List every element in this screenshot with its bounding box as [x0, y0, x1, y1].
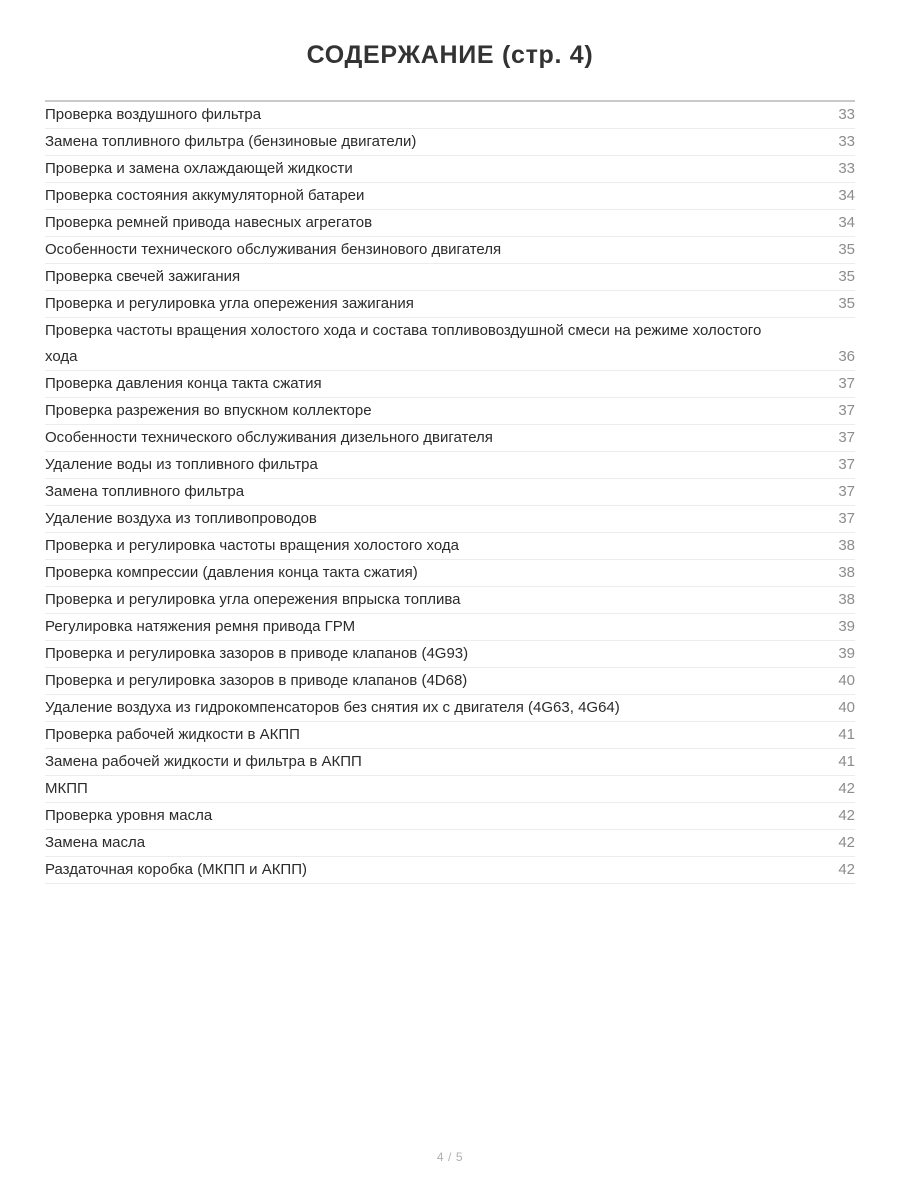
- toc-entry-title[interactable]: Проверка давления конца такта сжатия: [45, 375, 322, 392]
- toc-entry-page-number: 34: [838, 187, 855, 204]
- toc-row[interactable]: [45, 695, 855, 722]
- toc-entry-page-number: 38: [838, 591, 855, 608]
- toc-entry-page-number: 40: [838, 672, 855, 689]
- toc-row[interactable]: [45, 210, 855, 237]
- toc-body: [45, 102, 855, 884]
- toc-row[interactable]: [45, 156, 855, 183]
- toc-entry-title[interactable]: Проверка и замена охлаждающей жидкости: [45, 160, 353, 177]
- toc-row[interactable]: [45, 425, 855, 452]
- toc-row[interactable]: [45, 722, 855, 749]
- page-footer: 4 / 5: [436, 1150, 464, 1164]
- toc-entry-page-number: 34: [838, 214, 855, 231]
- toc-entry-title[interactable]: Проверка и регулировка зазоров в приводе клапанов (4D68): [45, 672, 468, 689]
- toc-entry-title[interactable]: Удаление воды из топливного фильтра: [45, 456, 318, 473]
- toc-entry-title[interactable]: Проверка состояния аккумуляторной батареи: [45, 187, 365, 204]
- toc-row[interactable]: [45, 183, 855, 210]
- toc-entry-page-number: 38: [838, 537, 855, 554]
- toc-entry-page-number: 33: [838, 106, 855, 123]
- toc-entry-title[interactable]: Проверка разрежения во впускном коллекторе: [45, 402, 372, 419]
- toc-entry-page-number: 33: [838, 133, 855, 150]
- toc-row[interactable]: [45, 641, 855, 668]
- toc-row[interactable]: [45, 264, 855, 291]
- toc-entry-title[interactable]: Проверка компрессии (давления конца такта сжатия): [45, 564, 418, 581]
- table-of-contents: [45, 102, 855, 884]
- toc-entry-title[interactable]: Проверка частоты вращения холостого хода и состава топливовоздушной смеси на режиме холостого хода: [45, 322, 762, 365]
- toc-entry-page-number: 37: [838, 429, 855, 446]
- toc-row[interactable]: [45, 749, 855, 776]
- toc-entry-title[interactable]: МКПП: [45, 780, 88, 797]
- toc-entry-title[interactable]: Проверка и регулировка частоты вращения холостого хода: [45, 537, 459, 554]
- toc-entry-page-number: 40: [838, 699, 855, 716]
- toc-row[interactable]: [45, 776, 855, 803]
- toc-entry-title[interactable]: Замена топливного фильтра (бензиновые двигатели): [45, 133, 417, 150]
- toc-row[interactable]: [45, 452, 855, 479]
- toc-entry-page-number: 33: [838, 160, 855, 177]
- toc-entry-page-number: 39: [838, 645, 855, 662]
- toc-entry-title[interactable]: Особенности технического обслуживания дизельного двигателя: [45, 429, 493, 446]
- toc-entry-title[interactable]: Проверка и регулировка угла опережения зажигания: [45, 295, 414, 312]
- toc-entry-page-number: 42: [838, 861, 855, 878]
- toc-row[interactable]: [45, 533, 855, 560]
- toc-entry-page-number: 42: [838, 780, 855, 797]
- toc-entry-title[interactable]: Проверка уровня масла: [45, 807, 213, 824]
- toc-entry-page-number: 37: [838, 402, 855, 419]
- toc-entry-page-number: 41: [838, 753, 855, 770]
- toc-row[interactable]: [45, 560, 855, 587]
- toc-entry-title[interactable]: Замена масла: [45, 834, 146, 851]
- toc-entry-title[interactable]: Удаление воздуха из гидрокомпенсаторов без снятия их с двигателя (4G63, 4G64): [45, 699, 620, 716]
- toc-entry-page-number: 41: [838, 726, 855, 743]
- toc-row[interactable]: [45, 371, 855, 398]
- toc-row[interactable]: [45, 803, 855, 830]
- toc-row[interactable]: [45, 506, 855, 533]
- toc-entry-title[interactable]: Замена рабочей жидкости и фильтра в АКПП: [45, 753, 362, 770]
- toc-entry-title[interactable]: Проверка и регулировка угла опережения впрыска топлива: [45, 591, 461, 608]
- toc-row[interactable]: [45, 237, 855, 264]
- toc-entry-title[interactable]: Особенности технического обслуживания бензинового двигателя: [45, 241, 502, 258]
- toc-row[interactable]: [45, 129, 855, 156]
- toc-row[interactable]: [45, 479, 855, 506]
- toc-row[interactable]: [45, 857, 855, 884]
- toc-row[interactable]: [45, 668, 855, 695]
- toc-entry-title[interactable]: Регулировка натяжения ремня привода ГРМ: [45, 618, 356, 635]
- toc-entry-title[interactable]: Удаление воздуха из топливопроводов: [45, 510, 317, 527]
- toc-entry-title[interactable]: Проверка ремней привода навесных агрегатов: [45, 214, 373, 231]
- toc-entry-title[interactable]: Раздаточная коробка (МКПП и АКПП): [45, 861, 307, 878]
- toc-row[interactable]: [45, 614, 855, 641]
- toc-row[interactable]: [45, 102, 855, 129]
- toc-entry-title[interactable]: Проверка и регулировка зазоров в приводе клапанов (4G93): [45, 645, 469, 662]
- page-title: СОДЕРЖАНИЕ (стр. 4): [306, 41, 594, 69]
- toc-entry-title[interactable]: Замена топливного фильтра: [45, 483, 245, 500]
- toc-row[interactable]: [45, 318, 855, 371]
- toc-entry-page-number: 36: [838, 348, 855, 365]
- toc-entry-page-number: 37: [838, 483, 855, 500]
- toc-row[interactable]: [45, 291, 855, 318]
- toc-entry-title[interactable]: Проверка рабочей жидкости в АКПП: [45, 726, 300, 743]
- toc-entry-page-number: 35: [838, 268, 855, 285]
- toc-entry-page-number: 37: [838, 510, 855, 527]
- toc-entry-page-number: 39: [838, 618, 855, 635]
- toc-row[interactable]: [45, 398, 855, 425]
- toc-entry-title[interactable]: Проверка воздушного фильтра: [45, 106, 262, 123]
- toc-entry-page-number: 37: [838, 456, 855, 473]
- toc-entry-page-number: 42: [838, 807, 855, 824]
- toc-entry-page-number: 35: [838, 241, 855, 258]
- toc-entry-page-number: 42: [838, 834, 855, 851]
- toc-entry-page-number: 35: [838, 295, 855, 312]
- toc-entry-title[interactable]: Проверка свечей зажигания: [45, 268, 241, 285]
- toc-row[interactable]: [45, 830, 855, 857]
- toc-entry-page-number: 37: [838, 375, 855, 392]
- toc-entry-page-number: 38: [838, 564, 855, 581]
- toc-row[interactable]: [45, 587, 855, 614]
